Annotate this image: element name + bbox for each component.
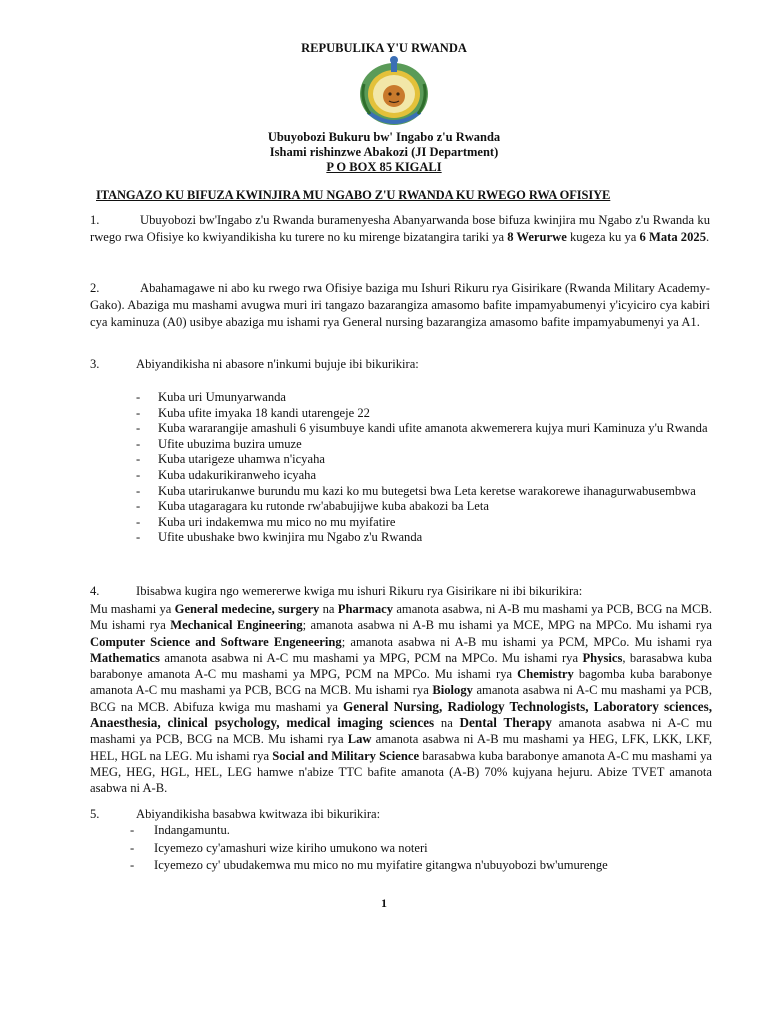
section-1 [90,212,710,246]
section-5-number: 5. [90,807,100,821]
s4-bold: Mechanical Engineering [170,618,303,633]
s4-bold: Computer Science and Software Engeneering [90,634,342,649]
list-item: - Kuba wararangije amashuli 6 yisumbuye kandi ufite amanota akwemerera kujya muri Kaminuza y'u Rwanda [136,421,711,437]
list-item: - Icyemezo cy'amashuri wize kiriho umukono wa noteri [130,840,710,858]
section-1-text-a: Ubuyobozi bw'Ingabo z'u Rwanda buramenyesha Abanyarwanda bose bifuza kwinjira mu Ngabo z'u Rwanda ku rwego rwa Ofisiye ko kwiyandikisha ku turere no ku mirenge bizatangira tariki ya [90,213,710,244]
s4-text: amanota asabwa, ni A-B mu mashami ya PCB, BCG na MCB. Mu ishami rya [90,602,713,633]
list-item: - Indangamuntu. [130,822,710,840]
announcement-title: ITANGAZO KU BIFUZA KWINJIRA MU NGABO Z'U RWANDA KU RWEGO RWA OFISIYE [96,188,611,202]
section-3-number: 3. [90,357,100,371]
list-item: - Kuba utagaragara ku rutonde rw'ababujijwe kuba abakozi ba Leta [136,499,711,515]
s4-bold: General Nursing, Radiology Technologists, Laboratory sciences, Anaesthesia, clinical psychology, medical imaging sciences [90,698,712,731]
list-item: - Kuba udakurikiranweho icyaha [136,468,711,484]
s4-text: amanota asabwa ni A-C mu mashami ya MPG, PCM na MPCo. Mu ishami rya [159,650,583,665]
list-item: - Ufite ubushake bwo kwinjira mu Ngabo z'u Rwanda [136,530,711,546]
list-item: - Kuba ufite imyaka 18 kandi utarengeje 22 [136,406,711,422]
list-item: - Icyemezo cy' ubudakemwa mu mico no mu myifatire gitangwa n'ubuyobozi bw'umurenge [130,857,710,875]
s4-text: amanota asabwa ni A-C mu mashami ya PCB, BCG na MCB. Mu ishami rya [90,716,713,747]
page-number: 1 [381,896,387,910]
section-4-body [90,601,712,797]
section-5-intro: Abiyandikisha basabwa kwitwaza ibi bikurikira: [136,807,381,821]
s4-bold: Dental Therapy [459,715,552,731]
s4-text: barasabwa kuba barabonye amanota A-C mu mashami ya MEG, HEG, HGL, HEL, LEG hamwe n'abize TTC bafite amanota (A-B) 70% kujyana hejuru. Abize TVET amanota asabwa ni A-B. [90,748,712,796]
s4-bold: General medecine, surgery [174,602,320,616]
s4-bold: Law [347,732,372,747]
s4-bold: Pharmacy [337,602,394,616]
list-item: - Kuba uri Umunyarwanda [136,390,711,406]
section-2 [90,280,710,331]
list-item: - Kuba utarirukanwe burundu mu kazi ko mu butegetsi bwa Leta keretse warakorewe ihanagurwabusembwa [136,484,711,500]
s4-bold: Chemistry [517,667,574,682]
section-2-text: Abahamagawe ni abo ku rwego rwa Ofisiye baziga mu Ishuri Rikuru rya Gisirikare (Rwanda Military Academy-Gako). Abaziga mu mashami avugwa muri iri tangazo bazarangiza amasomo bafite impamyabumenyi y'icyiciro cya kabiri cya kaminuza (A0) usibye abaziga mu ishami rya General nursing bazarangiza amasomo bafite impamyabumenyi ya A1. [90,281,710,329]
s4-text: bagomba kuba barabonye amanota A-C mu mashami ya PCB, BCG na MCB. Mu ishami rya [90,667,712,698]
section-3-intro: Abiyandikisha ni abasore n'inkumi bujuje ibi bikurikira: [136,357,419,371]
s4-text: ; amanota asabwa ni A-B mu ishami ya MCE, MPG na MPCo. Mu ishami rya [302,618,712,633]
s4-text: ; amanota asabwa ni A-B mu ishami ya PCM, MPCo. Mu ishami rya [341,634,712,649]
end-date: 6 Mata 2025 [639,230,706,244]
s4-bold: Biology [432,683,473,698]
list-item: - Kuba utarigeze uhamwa n'icyaha [136,452,711,468]
s4-text: amanota asabwa ni A-C mu mashami ya PCB, BCG na MCB. Abifuza kwiga mu mashami ya [90,683,712,714]
eligibility-list [136,390,711,546]
s4-bold: Mathematics [90,650,160,665]
institution-line-1: Ubuyobozi Bukuru bw' Ingabo z'u Rwanda [267,130,501,144]
s4-bold: Social and Military Science [272,748,420,763]
s4-text: amanota asabwa ni A-B mu mashami ya HEG, LFK, LKK, LKF, HEL, HGL na LEG. Mu ishami rya [90,732,712,763]
s4-text: Mu mashami ya [90,602,175,616]
s4-text: na [319,602,338,616]
section-4-number: 4. [90,584,100,598]
rdf-emblem-icon [354,54,434,128]
section-4-intro: Ibisabwa kugira ngo wemererwe kwiga mu ishuri Rikuru rya Gisirikare ni ibi bikurikira: [136,584,583,598]
list-item: - Kuba uri indakemwa mu mico no mu myifatire [136,515,711,531]
section-1-text-b: kugeza ku ya [566,230,640,244]
institution-line-2: Ishami rishinzwe Abakozi (JI Department) [269,145,499,159]
section-1-number: 1. [90,213,100,227]
po-box: P O BOX 85 KIGALI [326,160,442,174]
documents-list [130,822,710,875]
s4-bold: Physics [582,650,623,665]
list-item: - Ufite ubuzima buzira umuze [136,437,711,453]
s4-text: na [434,716,460,731]
start-date: 8 Werurwe [507,230,567,244]
section-1-text-c: . [706,230,710,244]
s4-text: , barasabwa kuba barabonye amanota A-C mu mashami ya MPG, PCM na MPCo. Mu ishami rya [90,650,712,682]
republic-heading: REPUBULIKA Y'U RWANDA [301,41,467,55]
section-2-number: 2. [90,281,100,295]
